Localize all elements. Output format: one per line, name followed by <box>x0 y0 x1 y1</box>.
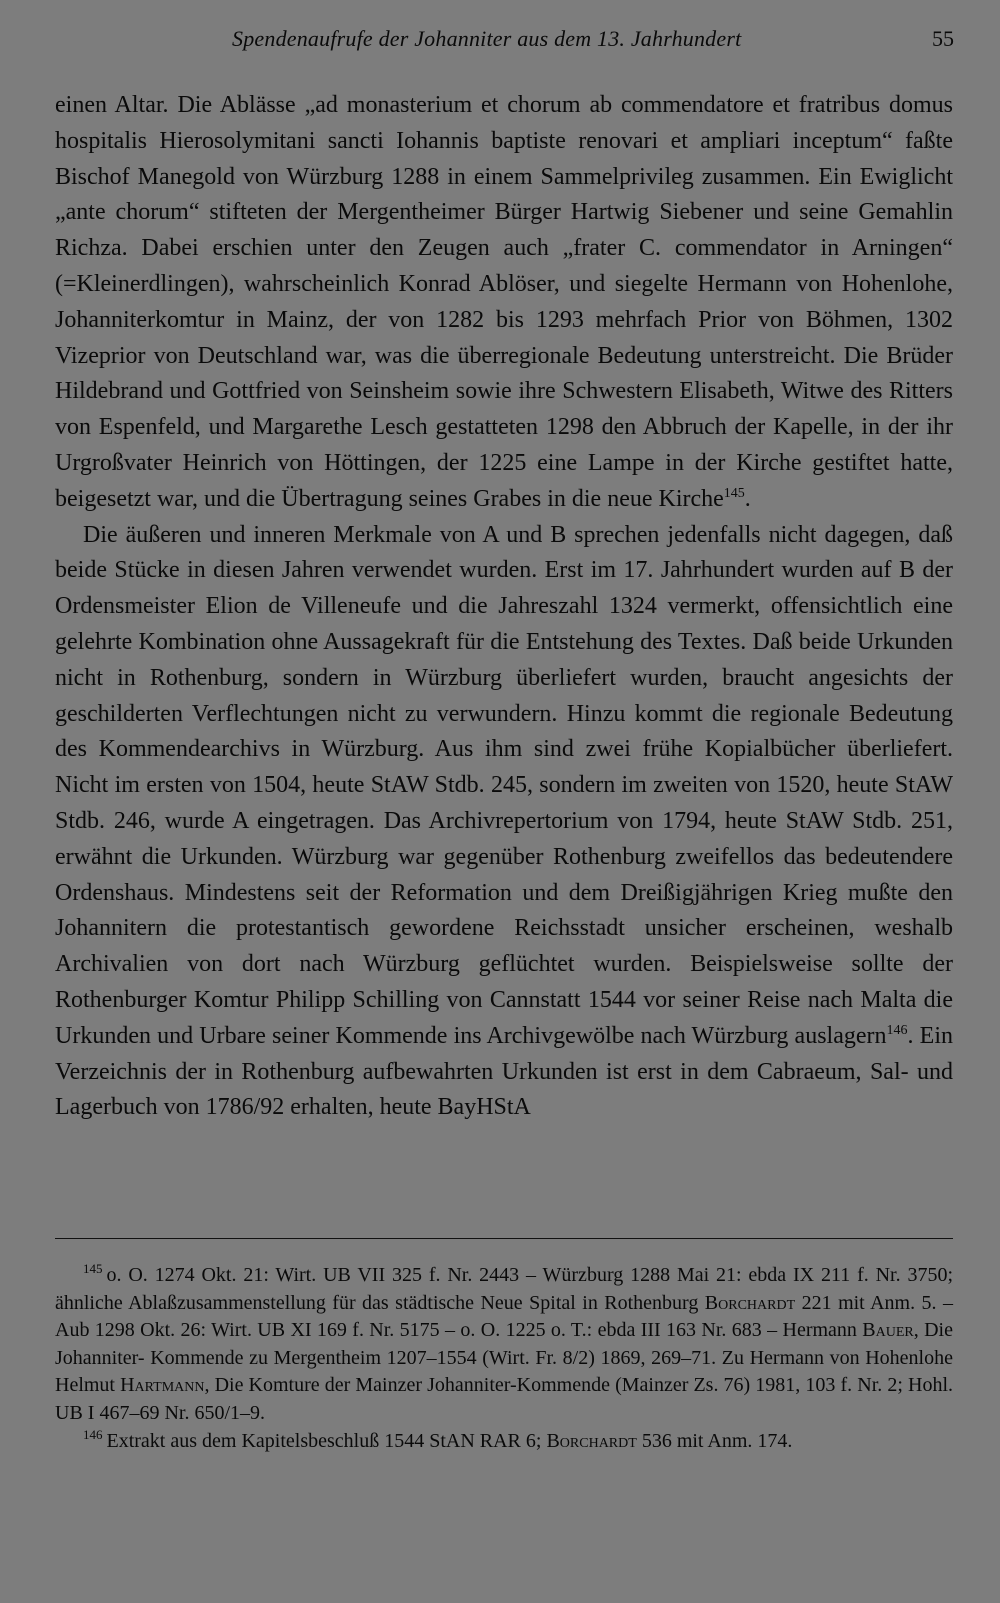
footnote-145-text-4: , Die Komture der Mainzer Johanniter-Kommende (Mainzer Zs. 76) 1981, 103 f. Nr. 2; Hohl. UB I 467–69 Nr. 650/1–9. <box>55 1374 953 1424</box>
main-text <box>55 88 953 1126</box>
running-head <box>0 22 1000 62</box>
footnote-divider <box>55 1238 953 1239</box>
footnote-146-author-1: Borchardt <box>546 1429 637 1452</box>
footnote-146-text-2: 536 mit Anm. 174. <box>636 1429 793 1452</box>
footnote-146 <box>55 1428 953 1456</box>
footnote-number-145: 145 <box>83 1261 103 1277</box>
running-title: Spendenaufrufe der Johanniter aus dem 13. Jahrhundert <box>232 26 742 51</box>
footnote-145-text-3: , Die Johanniter- Kommende zu Mergentheim 1207–1554 (Wirt. Fr. 8/2) 1869, 269–71. Zu Hermann von Hohenlohe Helmut <box>55 1319 953 1397</box>
footnote-ref-145: 145 <box>723 485 745 501</box>
paragraph-1 <box>55 88 953 518</box>
footnote-145-text-2: 221 mit Anm. 5. – Aub 1298 Okt. 26: Wirt. UB XI 169 f. Nr. 5175 – o. O. 1225 o. T.: ebda III 163 Nr. 683 – Hermann <box>55 1291 953 1342</box>
footnote-number-146: 146 <box>83 1426 103 1442</box>
page-number: 55 <box>932 26 954 51</box>
paragraph-2-text: Die äußeren und inneren Merkmale von A und B sprechen jedenfalls nicht dagegen, daß beide Stücke in diesen Jahren verwendet wurden. Erst im 17. Jahrhundert wurden auf B der Ordensmeister Elion de Villeneufe und die Jahreszahl 1324 vermerkt, offensichtlich eine gelehrte Kombination ohne Aussagekraft für die Entstehung des Textes. Daß beide Urkunden nicht in Rothenburg, sondern in Würzburg überliefert wurden, braucht angesichts der geschilderten Verflechtungen nicht zu verwundern. Hinzu kommt die regionale Bedeutung des Kommendearchivs in Würzburg. Aus ihm sind zwei frühe Kopialbücher überliefert. Nicht im ersten von 1504, heute StAW Stdb. 245, sondern im zweiten von 1520, heute StAW Stdb. 246, wurde A eingetragen. Das Archivrepertorium von 1794, heute StAW Stdb. 251, erwähnt die Urkunden. Würzburg war gegenüber Rothenburg zweifellos das bedeutendere Ordenshaus. Mindestens seit der Reformation und dem Dreißigjährigen Krieg mußte den Johannitern die protestantisch gewordene Reichsstadt unsicher erscheinen, weshalb Archivalien von dort nach Würzburg geflüchtet wurden. Beispielsweise sollte der Rothenburger Komtur Philipp Schilling von Cannstatt 1544 vor seiner Reise nach Malta die Urkunden und Urbare seiner Kommende ins Archivgewölbe nach Würzburg auslagern <box>55 521 953 1049</box>
footnote-145-author-1: Borchardt <box>704 1291 796 1314</box>
footnote-145-text-1: o. O. 1274 Okt. 21: Wirt. UB VII 325 f. Nr. 2443 – Würzburg 1288 Mai 21: ebda IX 211 f. Nr. 3750; ähnliche Ablaßzusammenstellung für das städtische Neue Spital in Rothenburg <box>55 1264 953 1314</box>
paragraph-1-text: einen Altar. Die Ablässe „ad monasterium et chorum ab commendatore et fratribus domus hospitalis Hierosolymitani sancti Iohannis baptiste renovari et ampliari inceptum“ faßte Bischof Manegold von Würzburg 1288 in einem Sammelprivileg zusammen. Ein Ewiglicht „ante chorum“ stifteten der Mergentheimer Bürger Hartwig Siebener und seine Gemahlin Richza. Dabei erschien unter den Zeugen auch „frater C. commendator in Arningen“ (=Kleinerdlingen), wahrscheinlich Konrad Ablöser, und siegelte Hermann von Hohenlohe, Johanniterkomtur in Mainz, der von 1282 bis 1293 mehrfach Prior von Böhmen, 1302 Vizeprior von Deutschland war, was die überregionale Bedeutung unterstreicht. Die Brüder Hildebrand und Gottfried von Seinsheim sowie ihre Schwestern Elisabeth, Witwe des Ritters von Espenfeld, und Margarethe Lesch gestatteten 1298 den Abbruch der Kapelle, in der ihr Urgroßvater Heinrich von Höttingen, der 1225 eine Lampe in der Kirche gestiftet hatte, beigesetzt war, und die Übertragung seines Grabes in die neue Kirche <box>55 92 953 512</box>
paragraph-2 <box>55 518 953 1127</box>
footnotes <box>55 1262 953 1455</box>
paragraph-1-end: . <box>744 485 751 512</box>
footnote-146-text-1: Extrakt aus dem Kapitelsbeschluß 1544 StAN RAR 6; <box>106 1429 547 1452</box>
footnote-ref-146: 146 <box>886 1022 908 1038</box>
footnote-145 <box>55 1262 953 1428</box>
footnote-145-author-3: Hartmann <box>120 1374 205 1397</box>
paragraph-2-end: . Ein Verzeichnis der in Rothenburg aufbewahrten Urkunden ist erst in dem Cabraeum, Sal- und Lagerbuch von 1786/92 erhalten, heute BayHStA <box>55 1022 953 1121</box>
footnote-145-author-2: Bauer <box>862 1319 914 1342</box>
